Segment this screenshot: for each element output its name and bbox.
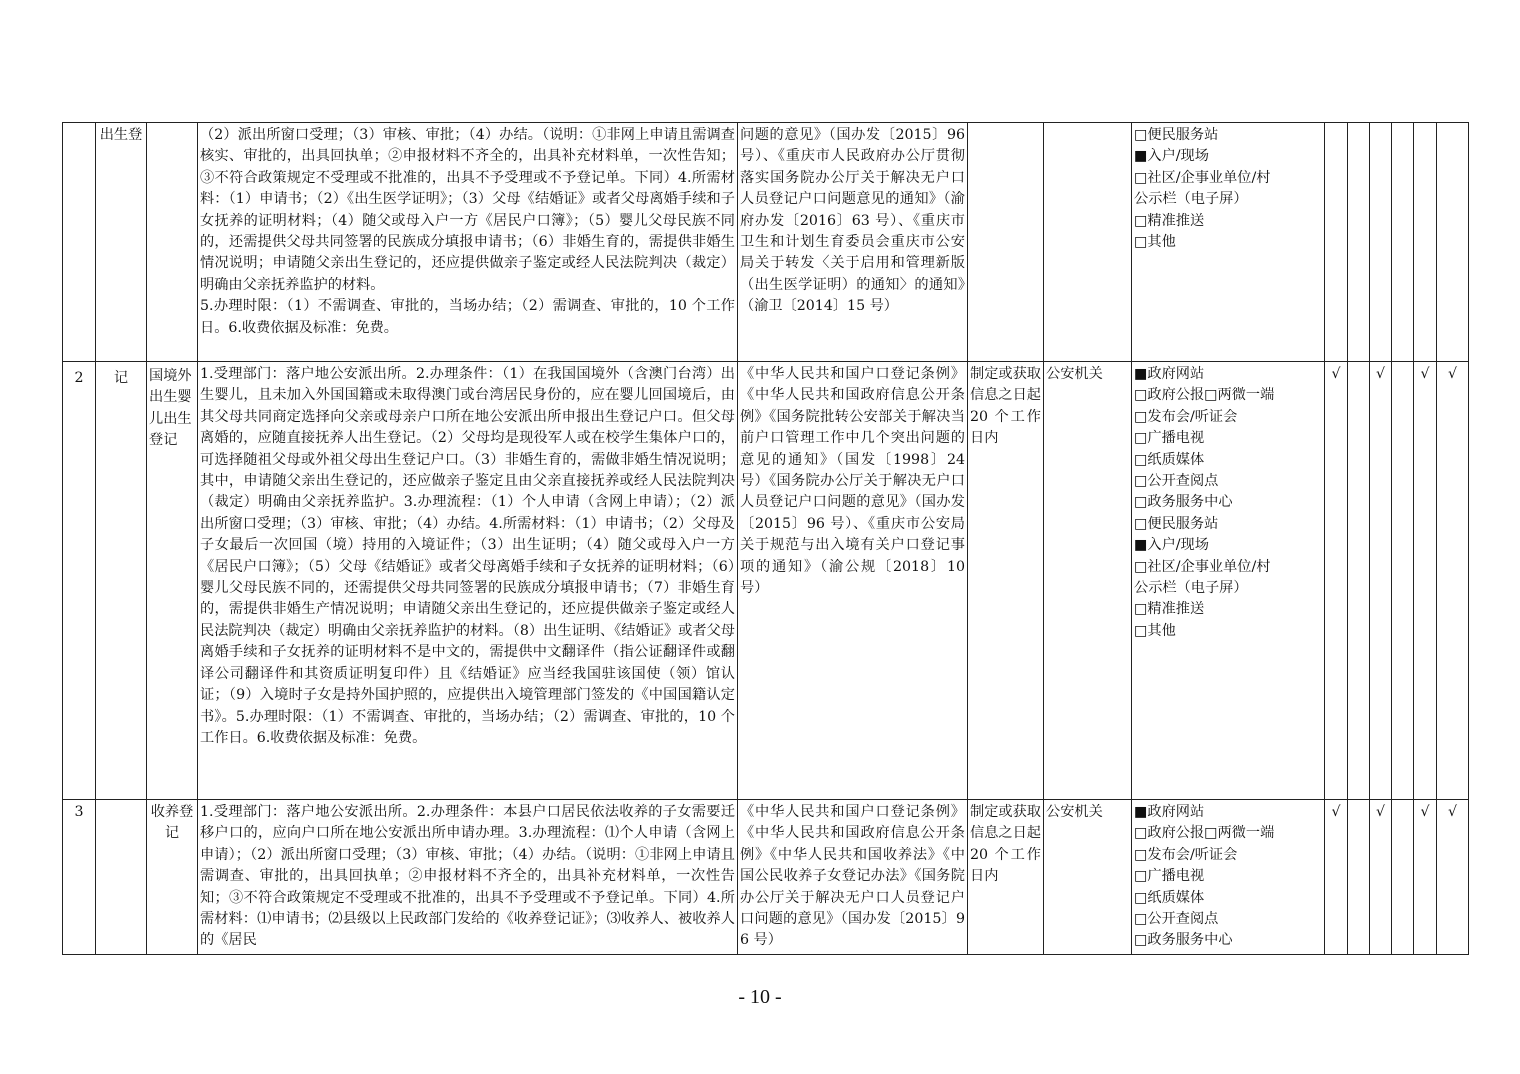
- check-mark: [1348, 800, 1370, 955]
- agency-cell: 公安机关: [1044, 362, 1132, 800]
- sub-item-cell: 国境外出生婴儿出生登记: [147, 362, 198, 800]
- basis-cell: 《中华人民共和国户口登记条例》《中华人民共和国政府信息公开条例》《国务院批转公安部关于解决当前户口管理工作中几个突出问题的意见的通知》（国发〔1998〕24 号）《国务院办公厅关于解决无户口人员登记户口问题的意见》（国办发〔2015〕96 号）、《重庆市公安局关于规范与出入境有关户口登记事项的通知》（渝公规〔2018〕10 号）: [738, 362, 968, 800]
- row-number: 3: [63, 800, 96, 955]
- agency-cell: 公安机关: [1044, 800, 1132, 955]
- channel-item: □政府公报□两微一端: [1134, 387, 1275, 404]
- channel-item: □纸质媒体: [1134, 889, 1205, 906]
- check-mark: [1392, 800, 1414, 955]
- check-mark: [1414, 123, 1437, 362]
- check-mark: [1437, 123, 1469, 362]
- check-mark: √: [1437, 362, 1469, 800]
- basis-cell: 《中华人民共和国户口登记条例》《中华人民共和国政府信息公开条例》《中华人民共和国收养法》《中国公民收养子女登记办法》《国务院办公厅关于解决无户口人员登记户口问题的意见》（国办发〔2015〕96 号）: [738, 800, 968, 955]
- check-mark: √: [1325, 800, 1348, 955]
- channel-item: □政务服务中心: [1134, 494, 1233, 511]
- table-row: [63, 362, 1469, 800]
- channel-item: □社区/企事业单位/村: [1134, 169, 1271, 186]
- check-mark: √: [1414, 362, 1437, 800]
- row-number: 2: [63, 362, 96, 800]
- channel-item: 公示栏（电子屏）: [1134, 191, 1248, 208]
- check-mark: [1392, 123, 1414, 362]
- channel-item: ■入户/现场: [1134, 148, 1209, 165]
- agency-cell: [1044, 123, 1132, 362]
- channel-item: ■政府网站: [1134, 366, 1205, 382]
- channels-cell: [1132, 123, 1325, 362]
- content-cell: （2）派出所窗口受理；（3）审核、审批；（4）办结。（说明：①非网上申请且需调查核实、审批的，出具回执单；②申报材料不齐全的，出具补充材料单，一次性告知；③不符合政策规定不受理或不批准的，出具不予受理或不予登记单。下同）4.所需材料：（1）申请书；（2）《出生医学证明》；（3）父母《结婚证》或者父母离婚手续和子女抚养的证明材料；（4）随父或母入户一方《居民户口簿》；（5）婴儿父母民族不同的，还需提供父母共同签署的民族成分填报申请书；（6）非婚生育的，需提供非婚生情况说明；申请随父亲出生登记的，还应提供做亲子鉴定或经人民法院判决（裁定）明确由父亲抚养监护的材料。 5.办理时限：（1）不需调查、审批的，当场办结；（2）需调查、审批的，10 个工作日。6.收费依据及标准：免费。: [198, 123, 738, 362]
- channel-item: □公开查阅点: [1134, 473, 1219, 490]
- check-mark: [1392, 362, 1414, 800]
- channel-item: ■政府网站: [1134, 804, 1205, 820]
- row-number: [63, 123, 96, 362]
- check-mark: √: [1414, 800, 1437, 955]
- check-mark: [1370, 123, 1392, 362]
- channel-item: □精准推送: [1134, 601, 1205, 618]
- check-mark: [1348, 362, 1370, 800]
- channel-item: 公示栏（电子屏）: [1134, 580, 1248, 597]
- channel-item: □其他: [1134, 234, 1176, 251]
- table-row: [63, 123, 1469, 362]
- table-row: [63, 800, 1469, 955]
- content-cell: 1.受理部门：落户地公安派出所。2.办理条件：（1）在我国国境外（含澳门台湾）出生婴儿，且未加入外国国籍或未取得澳门或台湾居民身份的，应在婴儿回国境后，由其父母共同商定选择向父亲或母亲户口所在地公安派出所申报出生登记户口。但父母离婚的，应随直接抚养人出生登记。（2）父母均是现役军人或在校学生集体户口的，可选择随祖父母或外祖父母出生登记户口。（3）非婚生育的，需做非婚生情况说明；其中，申请随父亲出生登记的，还应做亲子鉴定且由父亲直接抚养或经人民法院判决（裁定）明确由父亲抚养监护。3.办理流程：（1）个人申请（含网上申请）；（2）派出所窗口受理；（3）审核、审批；（4）办结。4.所需材料：（1）申请书；（2）父母及子女最后一次回国（境）持用的入境证件；（3）出生证明；（4）随父或母入户一方《居民户口簿》；（5）父母《结婚证》或者父母离婚手续和子女抚养的证明材料；（6）婴儿父母民族不同的，还需提供父母共同签署的民族成分填报申请书；（7）非婚生育的，需提供非婚生产情况说明；申请随父亲出生登记的，还应提供做亲子鉴定或经人民法院判决（裁定）明确由父亲抚养监护的材料。（8）出生证明、《结婚证》或者父母离婚手续和子女抚养的证明材料不是中文的，需提供中文翻译件（指公证翻译件或翻译公司翻译件和其资质证明复印件）且《结婚证》应当经我国驻该国使（领）馆认证；（9）入境时子女是持外国护照的，应提供出入境管理部门签发的《中国国籍认定书》。5.办理时限：（1）不需调查、审批的，当场办结；（2）需调查、审批的，10 个工作日。6.收费依据及标准：免费。: [198, 362, 738, 800]
- basis-cell: 问题的意见》（国办发〔2015〕96 号）、《重庆市人民政府办公厅贯彻落实国务院办公厅关于解决无户口人员登记户口问题意见的通知》（渝府办发〔2016〕63 号）、《重庆市卫生和计划生育委员会重庆市公安局关于转发〈关于启用和管理新版（出生医学证明）的通知〉的通知》（渝卫〔2014〕15 号）: [738, 123, 968, 362]
- time-limit-cell: 制定或获取信息之日起 20 个工作日内: [968, 362, 1044, 800]
- check-mark: √: [1370, 800, 1392, 955]
- page-number: - 10 -: [738, 986, 782, 1008]
- check-mark: √: [1325, 362, 1348, 800]
- channels-cell: [1132, 362, 1325, 800]
- channel-item: ■入户/现场: [1134, 537, 1209, 554]
- channel-item: □广播电视: [1134, 868, 1205, 885]
- item-cell: 记: [96, 362, 147, 800]
- sub-item-cell: [147, 123, 198, 362]
- channel-item: □公开查阅点: [1134, 911, 1219, 928]
- item-cell: [96, 800, 147, 955]
- channel-item: □发布会/听证会: [1134, 846, 1238, 863]
- check-mark: √: [1437, 800, 1469, 955]
- check-mark: [1348, 123, 1370, 362]
- channel-item: □其他: [1134, 622, 1176, 639]
- channel-item: □便民服务站: [1134, 515, 1219, 532]
- channel-item: □社区/企事业单位/村: [1134, 558, 1271, 575]
- item-cell: 出生登: [96, 123, 147, 362]
- disclosure-table: [62, 122, 1469, 955]
- time-limit-cell: 制定或获取信息之日起 20 个工作日内: [968, 800, 1044, 955]
- time-limit-cell: [968, 123, 1044, 362]
- channel-item: □发布会/听证会: [1134, 408, 1238, 425]
- channel-item: □便民服务站: [1134, 127, 1219, 143]
- channel-item: □广播电视: [1134, 430, 1205, 447]
- channel-item: □政务服务中心: [1134, 932, 1233, 949]
- sub-item-cell: 收养登记: [147, 800, 198, 955]
- check-mark: √: [1370, 362, 1392, 800]
- content-cell: 1.受理部门：落户地公安派出所。2.办理条件：本县户口居民依法收养的子女需要迁移户口的，应向户口所在地公安派出所申请办理。3.办理流程：⑴个人申请（含网上申请）；（2）派出所窗口受理；（3）审核、审批；（4）办结。（说明：①非网上申请且需调查、审批的，出具回执单；②申报材料不齐全的，出具补充材料单，一次性告知；③不符合政策规定不受理或不批准的，出具不予受理或不予登记单。下同）4.所需材料：⑴申请书；⑵县级以上民政部门发给的《收养登记证》；⑶收养人、被收养人的《居民: [198, 800, 738, 955]
- channel-item: □精准推送: [1134, 212, 1205, 229]
- channels-cell: [1132, 800, 1325, 955]
- channel-item: □纸质媒体: [1134, 451, 1205, 468]
- check-mark: [1325, 123, 1348, 362]
- channel-item: □政府公报□两微一端: [1134, 825, 1275, 842]
